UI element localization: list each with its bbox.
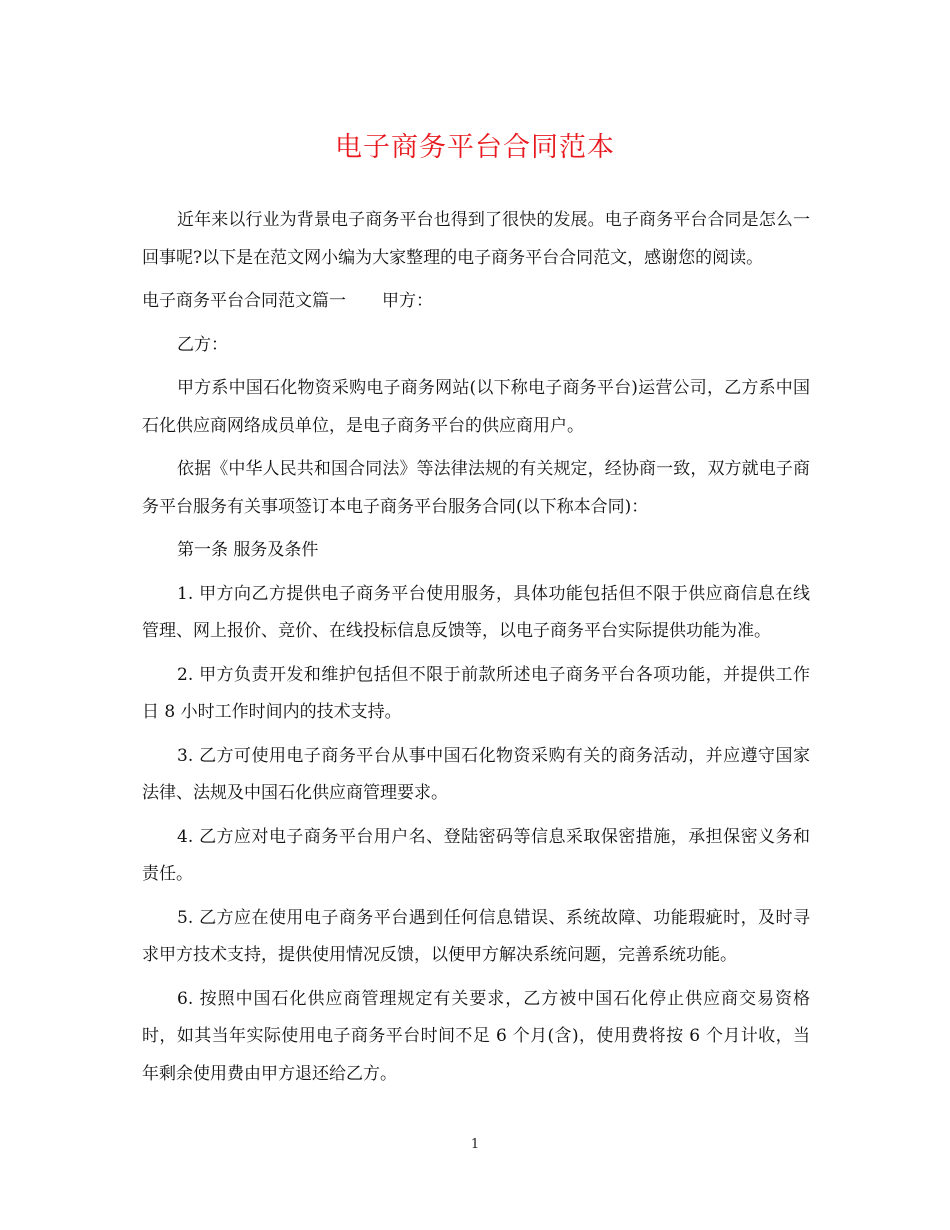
document-body [142, 202, 810, 1099]
clause-paragraph: 5. 乙方应在使用电子商务平台遇到任何信息错误、系统故障、功能瑕疵时，及时寻求甲方技术支持，提供使用情况反馈，以便甲方解决系统问题，完善系统功能。 [142, 907, 810, 965]
body-paragraph: 依据《中华人民共和国合同法》等法律法规的有关规定，经协商一致，双方就电子商务平台服务有关事项签订本电子商务平台服务合同(以下称本合同)： [142, 459, 810, 517]
clause-paragraph: 6. 按照中国石化供应商管理规定有关要求，乙方被中国石化停止供应商交易资格时，如其当年实际使用电子商务平台时间不足 6 个月(含)，使用费将按 6 个月计收，当年剩余使用费由甲方退还给乙方。 [142, 988, 810, 1084]
section-heading-line [142, 283, 810, 321]
body-paragraph: 甲方系中国石化物资采购电子商务网站(以下称电子商务平台)运营公司，乙方系中国石化供应商网络成员单位，是电子商务平台的供应商用户。 [142, 378, 810, 436]
clause-paragraph: 4. 乙方应对电子商务平台用户名、登陆密码等信息采取保密措施，承担保密义务和责任。 [142, 826, 810, 884]
intro-paragraph: 近年来以行业为背景电子商务平台也得到了很快的发展。电子商务平台合同是怎么一回事呢?以下是在范文网小编为大家整理的电子商务平台合同范文，感谢您的阅读。 [142, 210, 810, 268]
section-heading: 电子商务平台合同范文篇一 [142, 291, 346, 311]
article-heading: 第一条 服务及条件 [177, 540, 319, 560]
page-number: 1 [470, 1137, 480, 1152]
party-a-label: 甲方： [382, 291, 433, 311]
clause-paragraph: 3. 乙方可使用电子商务平台从事中国石化物资采购有关的商务活动，并应遵守国家法律、法规及中国石化供应商管理要求。 [142, 745, 810, 803]
clause-paragraph: 2. 甲方负责开发和维护包括但不限于前款所述电子商务平台各项功能，并提供工作日 8 小时工作时间内的技术支持。 [142, 664, 810, 722]
party-b-label: 乙方： [177, 334, 228, 355]
clause-paragraph: 1. 甲方向乙方提供电子商务平台使用服务，具体功能包括但不限于供应商信息在线管理、网上报价、竞价、在线投标信息反馈等，以电子商务平台实际提供功能为准。 [142, 583, 810, 641]
document-title: 电子商务平台合同范本 [335, 132, 615, 163]
